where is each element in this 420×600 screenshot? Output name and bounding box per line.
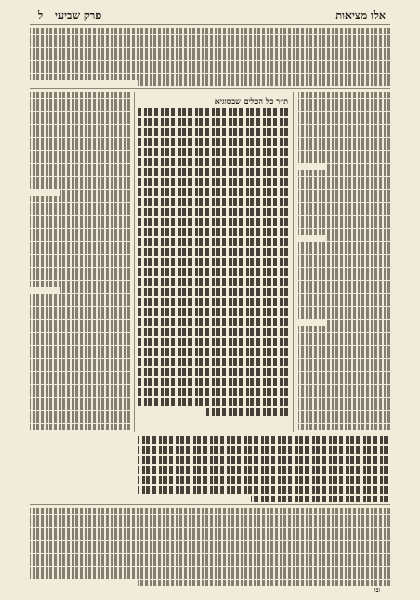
header-left-title <box>30 9 109 22</box>
gemara-continuation <box>138 436 388 502</box>
left-column-divider <box>134 92 135 432</box>
header-right-title: אלו מציאות <box>335 8 386 22</box>
bottom-divider <box>30 504 390 505</box>
header-chapter: פרק שביעי <box>55 8 102 22</box>
rashi-commentary <box>298 92 390 432</box>
running-header <box>30 6 390 25</box>
main-text-lead: ת״ר כל הכלים שבסוגיא <box>214 96 288 106</box>
gemara-main-text <box>138 96 288 426</box>
tosafot-commentary <box>30 92 130 432</box>
top-divider <box>30 88 390 89</box>
right-column-divider <box>293 92 294 432</box>
bottom-commentary <box>30 508 390 594</box>
top-commentary <box>30 28 390 88</box>
catchword: ובו <box>374 587 380 594</box>
header-folio: ל <box>38 8 44 22</box>
